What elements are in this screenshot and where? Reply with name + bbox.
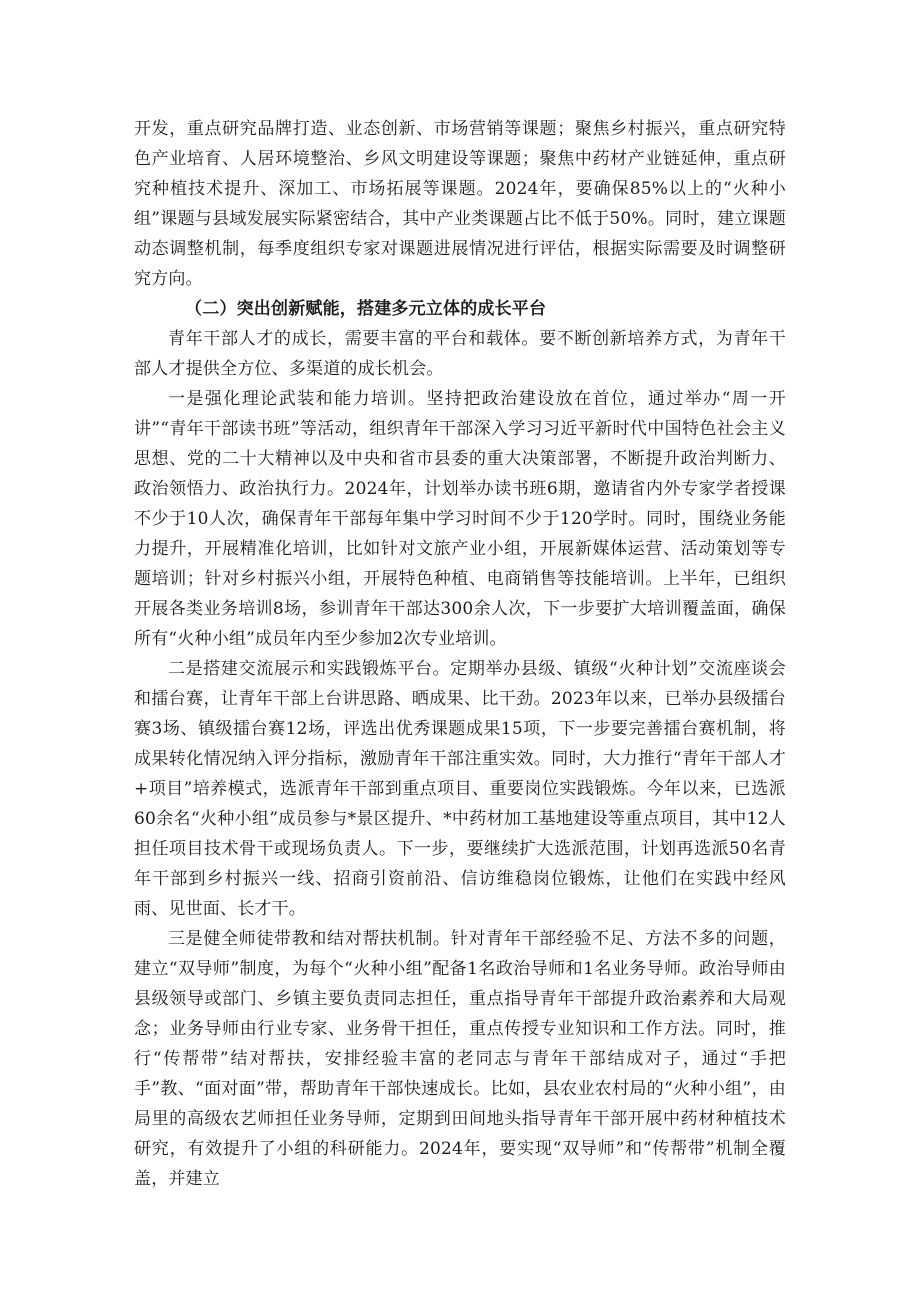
paragraph-point-one: 一是强化理论武装和能力培训。坚持把政治建设放在首位，通过举办“周一开讲”“青年干部读书班”等活动，组织青年干部深入学习习近平新时代中国特色社会主义思想、党的二十大精神以及中央和省市县委的重大决策部署，不断提升政治判断力、政治领悟力、政治执行力。2024年，计划举办读书班6期，邀请省内外专家学者授课不少于10人次，确保青年干部每年集中学习时间不少于120学时。同时，围绕业务能力提升，开展精准化培训，比如针对文旅产业小组，开展新媒体运营、活动策划等专题培训；针对乡村振兴小组，开展特色种植、电商销售等技能培训。上半年，已组织开展各类业务培训8场，参训青年干部达300余人次，下一步要扩大培训覆盖面，确保所有“火种小组”成员年内至少参加2次专业培训。	[134, 389, 786, 649]
paragraph-point-three: 三是健全师徒带教和结对帮扶机制。针对青年干部经验不足、方法不多的问题，建立“双导师”制度，为每个“火种小组”配备1名政治导师和1名业务导师。政治导师由县级领导或部门、乡镇主要负责同志担任，重点指导青年干部提升政治素养和大局观念；业务导师由行业专家、业务骨干担任，重点传授专业知识和工作方法。同时，推行“传帮带”结对帮扶，安排经验丰富的老同志与青年干部结成对子，通过“手把手”教、“面对面”带，帮助青年干部快速成长。比如，县农业农村局的“火种小组”，由局里的高级农艺师担任业务导师，定期到田间地头指导青年干部开展中药材种植技术研究，有效提升了小组的科研能力。2024年，要实现“双导师”和“传帮带”机制全覆盖，并建立	[134, 929, 786, 1189]
paragraph-point-two: 二是搭建交流展示和实践锻炼平台。定期举办县级、镇级“火种计划”交流座谈会和擂台赛，让青年干部上台讲思路、晒成果、比干劲。2023年以来，已举办县级擂台赛3场、镇级擂台赛12场，评选出优秀课题成果15项，下一步要完善擂台赛机制，将成果转化情况纳入评分指标，激励青年干部注重实效。同时，大力推行“青年干部人才+项目”培养模式，选派青年干部到重点项目、重要岗位实践锻炼。今年以来，已选派60余名“火种小组”成员参与*景区提升、*中药材加工基地建设等重点项目，其中12人担任项目技术骨干或现场负责人。下一步，要继续扩大选派范围，计划再选派50名青年干部到乡村振兴一线、招商引资前沿、信访维稳岗位锻炼，让他们在实践中经风雨、见世面、长才干。	[134, 659, 786, 919]
document-page	[134, 114, 786, 1194]
paragraph-intro: 青年干部人才的成长，需要丰富的平台和载体。要不断创新培养方式，为青年干部人才提供全方位、多渠道的成长机会。	[134, 329, 786, 379]
section-heading: （二）突出创新赋能，搭建多元立体的成长平台	[185, 299, 547, 319]
paragraph-continuation: 开发，重点研究品牌打造、业态创新、市场营销等课题；聚焦乡村振兴，重点研究特色产业培育、人居环境整治、乡风文明建设等课题；聚焦中药材产业链延伸，重点研究种植技术提升、深加工、市场拓展等课题。2024年，要确保85%以上的“火种小组”课题与县域发展实际紧密结合，其中产业类课题占比不低于50%。同时，建立课题动态调整机制，每季度组织专家对课题进展情况进行评估，根据实际需要及时调整研究方向。	[134, 119, 786, 289]
